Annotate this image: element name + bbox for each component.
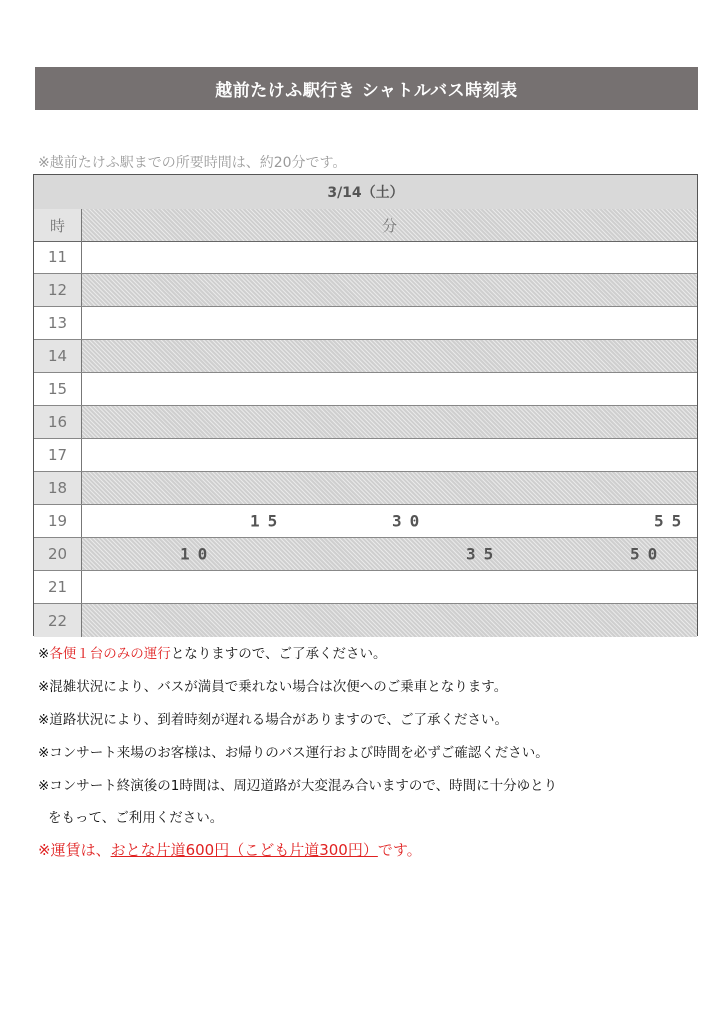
minute-cell — [82, 241, 697, 273]
minute-cell — [82, 340, 697, 372]
minute-cell — [82, 439, 697, 471]
minute-cell — [82, 373, 697, 405]
minute-cell — [82, 307, 697, 339]
note-fare-amount: おとな片道600円（こども片道300円） — [110, 841, 378, 859]
note-fare-label: 運賃は、 — [50, 841, 111, 859]
hour-cell: 12 — [34, 274, 82, 306]
minute-cell — [82, 406, 697, 438]
hour-cell: 20 — [34, 538, 82, 570]
note-1-prefix: ※ — [38, 646, 50, 662]
hour-cell: 16 — [34, 406, 82, 438]
departure-minute: 15 — [250, 511, 286, 531]
note-5-line-2: をもって、ご利用ください。 — [48, 810, 224, 826]
hour-cell: 18 — [34, 472, 82, 504]
timetable-row — [34, 472, 697, 505]
timetable-row — [34, 439, 697, 472]
timetable-row — [34, 406, 697, 439]
timetable-header-row — [34, 209, 697, 242]
minute-column-header: 分 — [82, 209, 697, 241]
note-fare-rest: です。 — [377, 841, 422, 859]
note-fare-prefix: ※ — [38, 841, 51, 859]
timetable-row — [34, 274, 697, 307]
travel-time-note: ※越前たけふ駅までの所要時間は、約20分です。 — [38, 155, 347, 171]
timetable-row — [34, 340, 697, 373]
hour-cell: 19 — [34, 505, 82, 537]
timetable-row — [34, 505, 697, 538]
hour-column-header: 時 — [34, 209, 82, 241]
timetable-row — [34, 373, 697, 406]
note-5-line-1: ※コンサート終演後の1時間は、周辺道路が大変混み合いますので、時間に十分ゆとり — [38, 778, 558, 794]
timetable-row — [34, 538, 697, 571]
departure-minute: 10 — [180, 544, 216, 564]
note-1-highlight: 各便１台のみの運行 — [49, 646, 171, 662]
hour-cell: 15 — [34, 373, 82, 405]
departure-minute: 50 — [630, 544, 666, 564]
minute-cell — [82, 505, 697, 537]
note-1-rest: となりますので、ご了承ください。 — [170, 646, 387, 662]
timetable-date: 3/14（土） — [34, 175, 697, 210]
hour-cell: 17 — [34, 439, 82, 471]
timetable-row — [34, 571, 697, 604]
minute-cell — [82, 472, 697, 504]
minute-cell — [82, 604, 697, 637]
hour-cell: 21 — [34, 571, 82, 603]
note-fare — [38, 839, 422, 860]
minute-cell — [82, 571, 697, 603]
departure-minute: 35 — [466, 544, 502, 564]
note-3: ※道路状況により、到着時刻が遅れる場合がありますので、ご了承ください。 — [38, 712, 509, 728]
hour-cell: 11 — [34, 241, 82, 273]
hour-cell: 14 — [34, 340, 82, 372]
departure-minute: 55 — [654, 511, 690, 531]
hour-cell: 13 — [34, 307, 82, 339]
timetable-row — [34, 241, 697, 274]
page-title: 越前たけふ駅行き シャトルバス時刻表 — [35, 67, 698, 110]
minute-cell — [82, 274, 697, 306]
departure-minute: 30 — [392, 511, 428, 531]
note-2: ※混雑状況により、バスが満員で乗れない場合は次便へのご乗車となります。 — [38, 679, 508, 695]
timetable-row — [34, 604, 697, 637]
timetable — [33, 174, 698, 636]
minute-cell — [82, 538, 697, 570]
note-1 — [38, 642, 387, 662]
timetable-row — [34, 307, 697, 340]
note-4: ※コンサート来場のお客様は、お帰りのバス運行および時間を必ずご確認ください。 — [38, 745, 549, 761]
hour-cell: 22 — [34, 604, 82, 637]
